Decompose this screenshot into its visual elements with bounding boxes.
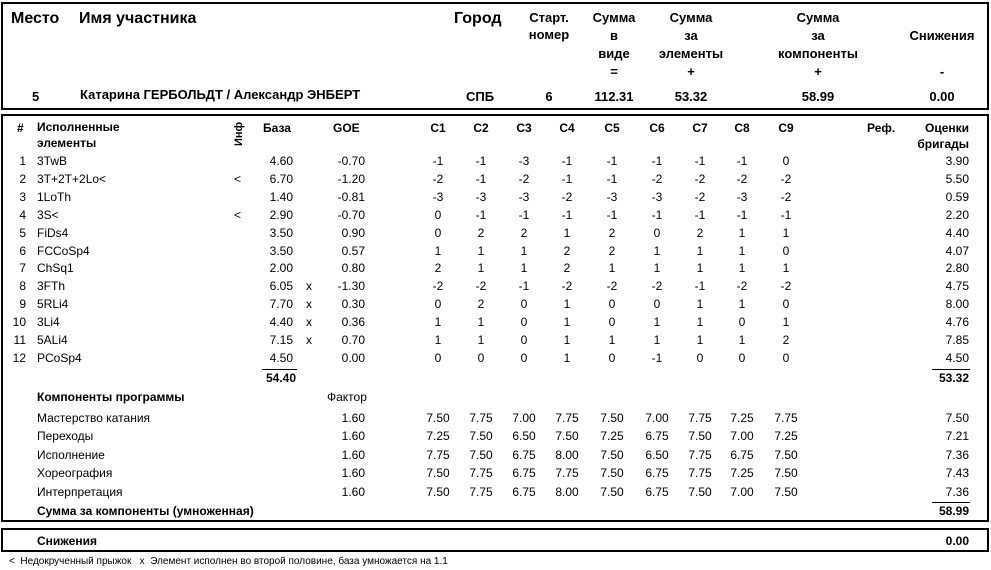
judge-mark-7: -1 — [694, 154, 706, 168]
component-judge-6: 7.00 — [645, 411, 669, 425]
judge-mark-5: 2 — [608, 225, 616, 240]
component-judge-9: 7.75 — [774, 411, 798, 425]
judge-mark-8: 1 — [738, 333, 746, 347]
base-value: 7.15 — [269, 333, 293, 347]
components-score-header: Сумма за компоненты + — [778, 10, 858, 79]
judge-header-3: C3 — [516, 121, 532, 135]
component-judge-5: 7.50 — [600, 484, 624, 499]
judge-mark-8: 1 — [738, 225, 746, 240]
component-judge-3: 6.75 — [512, 466, 536, 481]
goe-value: -0.70 — [337, 207, 365, 222]
judge-mark-7: 1 — [696, 315, 704, 330]
component-score: 7.50 — [945, 411, 969, 425]
element-code: 3FTh — [37, 279, 66, 294]
component-judge-2: 7.75 — [469, 466, 493, 481]
component-judge-1: 7.25 — [426, 429, 450, 444]
judge-mark-9: -1 — [780, 207, 792, 222]
judge-mark-6: 0 — [653, 297, 661, 312]
component-judge-8: 6.75 — [730, 447, 754, 462]
judge-mark-1: 0 — [434, 350, 442, 365]
component-score: 7.21 — [945, 429, 969, 444]
judge-mark-4: 1 — [563, 350, 571, 365]
judge-mark-8: 1 — [738, 261, 746, 276]
judge-mark-2: 1 — [477, 333, 485, 347]
judge-mark-5: 1 — [608, 261, 616, 276]
judge-mark-2: 1 — [477, 261, 485, 276]
judge-mark-9: 1 — [782, 315, 790, 330]
component-judge-9: 7.50 — [774, 484, 798, 499]
element-code: 5ALi4 — [37, 333, 68, 347]
judge-mark-3: 1 — [520, 243, 528, 258]
judge-mark-2: 0 — [477, 350, 485, 365]
component-judge-3: 6.50 — [512, 429, 536, 444]
element-code: ChSq1 — [37, 261, 74, 276]
component-judge-5: 7.50 — [600, 447, 624, 462]
judge-mark-1: -3 — [432, 189, 444, 204]
judge-mark-9: 0 — [782, 350, 790, 365]
judge-mark-4: 1 — [563, 333, 571, 347]
city-header: Город — [454, 10, 502, 27]
component-judge-5: 7.50 — [600, 411, 624, 425]
skater-components-score: 58.99 — [801, 89, 835, 104]
judge-mark-2: 1 — [477, 315, 485, 330]
judge-header-6: C6 — [649, 121, 665, 135]
judge-mark-1: -2 — [432, 279, 444, 294]
col-goe-header: GOE — [333, 121, 360, 135]
judge-mark-4: -1 — [561, 171, 573, 186]
judge-mark-8: 1 — [738, 243, 746, 258]
element-code: 3TwB — [37, 154, 68, 168]
component-judge-3: 6.75 — [512, 447, 536, 462]
component-judge-3: 6.75 — [512, 484, 536, 499]
judge-mark-5: 0 — [608, 297, 616, 312]
component-factor: 1.60 — [341, 447, 365, 462]
judge-mark-5: 0 — [608, 315, 616, 330]
judge-mark-6: -3 — [651, 189, 663, 204]
judge-mark-3: 0 — [520, 350, 528, 365]
judge-mark-4: 1 — [563, 315, 571, 330]
goe-value: 0.00 — [341, 350, 365, 365]
judge-mark-3: 2 — [520, 225, 528, 240]
component-judge-1: 7.50 — [426, 466, 450, 481]
row-number: 4 — [19, 207, 26, 222]
start-number-header: Старт. номер — [528, 10, 570, 42]
component-factor: 1.60 — [341, 411, 365, 425]
judge-mark-5: -3 — [606, 189, 618, 204]
judge-mark-7: -2 — [694, 189, 706, 204]
component-judge-5: 7.50 — [600, 466, 624, 481]
judge-mark-2: -1 — [475, 171, 487, 186]
component-score: 7.43 — [945, 466, 969, 481]
row-number: 3 — [19, 189, 26, 204]
row-number: 1 — [19, 154, 26, 168]
elements-score-header: Сумма за элементы + — [658, 10, 724, 79]
row-number: 9 — [19, 297, 26, 312]
judge-mark-6: -1 — [651, 350, 663, 365]
skater-city: СПБ — [466, 89, 495, 104]
judge-mark-1: -1 — [432, 154, 444, 168]
col-number-header: # — [17, 121, 24, 135]
base-value: 6.05 — [269, 279, 293, 294]
goe-value: -1.20 — [337, 171, 365, 186]
components-total: 58.99 — [938, 504, 969, 518]
judge-mark-8: 0 — [738, 350, 746, 365]
component-judge-4: 7.75 — [555, 466, 579, 481]
judge-mark-3: -3 — [518, 154, 530, 168]
row-number: 8 — [19, 279, 26, 294]
col-info-header: Инф — [233, 121, 245, 146]
base-total-line — [262, 369, 297, 370]
goe-value: 0.36 — [341, 315, 365, 330]
judge-mark-7: 1 — [696, 297, 704, 312]
judge-header-8: C8 — [734, 121, 750, 135]
judge-mark-6: 1 — [653, 243, 661, 258]
base-value: 4.60 — [269, 154, 293, 168]
component-judge-4: 8.00 — [555, 484, 579, 499]
element-score: 0.59 — [945, 189, 969, 204]
goe-value: -0.70 — [337, 154, 365, 168]
judge-mark-1: 0 — [434, 297, 442, 312]
deductions-value: 0.00 — [945, 534, 969, 548]
skater-place: 5 — [32, 89, 40, 104]
skater-name: Катарина ГЕРБОЛЬДТ / Александр ЭНБЕРТ — [80, 87, 361, 102]
judge-mark-4: 1 — [563, 297, 571, 312]
judge-mark-2: -1 — [475, 154, 487, 168]
component-judge-2: 7.50 — [469, 429, 493, 444]
judge-mark-2: -1 — [475, 207, 487, 222]
col-elements-header: Исполненные элементы — [37, 120, 120, 150]
second-half-mark: x — [306, 333, 312, 347]
judge-header-4: C4 — [559, 121, 575, 135]
judge-mark-2: -3 — [475, 189, 487, 204]
component-judge-7: 7.75 — [688, 466, 712, 481]
element-code: PCoSp4 — [37, 350, 82, 365]
judge-mark-9: 1 — [782, 261, 790, 276]
row-number: 12 — [12, 350, 26, 365]
judge-mark-2: 2 — [477, 225, 485, 240]
row-number: 5 — [19, 225, 26, 240]
judge-mark-9: -2 — [780, 171, 792, 186]
judge-mark-8: -1 — [736, 207, 748, 222]
second-half-mark: x — [306, 297, 312, 312]
component-judge-7: 7.75 — [688, 411, 712, 425]
judge-mark-2: -2 — [475, 279, 487, 294]
goe-value: -0.81 — [337, 189, 365, 204]
component-judge-4: 7.50 — [555, 429, 579, 444]
deductions-label: Снижения — [37, 534, 97, 548]
deductions-header: Снижения - — [909, 28, 975, 79]
judge-mark-7: -2 — [694, 171, 706, 186]
judge-mark-8: -3 — [736, 189, 748, 204]
judge-mark-1: 1 — [434, 333, 442, 347]
judge-mark-6: -2 — [651, 171, 663, 186]
element-score: 4.75 — [945, 279, 969, 294]
component-name: Исполнение — [37, 447, 105, 462]
base-value: 7.70 — [269, 297, 293, 312]
judge-mark-1: 1 — [434, 315, 442, 330]
component-judge-6: 6.50 — [645, 447, 669, 462]
place-header: Место — [11, 10, 60, 27]
judge-mark-5: 1 — [608, 333, 616, 347]
col-score-header: Оценки бригады — [917, 121, 969, 151]
skater-deductions: 0.00 — [929, 89, 955, 104]
component-judge-7: 7.50 — [688, 429, 712, 444]
score-total-line — [932, 369, 970, 370]
component-judge-2: 7.75 — [469, 411, 493, 425]
component-score: 7.36 — [945, 447, 969, 462]
judge-mark-9: -2 — [780, 279, 792, 294]
components-total-label: Сумма за компоненты (умноженная) — [37, 504, 254, 518]
component-judge-4: 8.00 — [555, 447, 579, 462]
judge-mark-9: -2 — [780, 189, 792, 204]
judge-mark-3: -2 — [518, 171, 530, 186]
component-judge-6: 6.75 — [645, 484, 669, 499]
base-value: 6.70 — [269, 171, 293, 186]
judge-mark-5: -1 — [606, 207, 618, 222]
legend-note: < Недокрученный прыжок x Элемент исполнен во второй половине, база умножается на 1.1 — [9, 556, 448, 567]
total-score-header: Сумма в виде = — [592, 10, 636, 79]
judge-mark-3: -1 — [518, 207, 530, 222]
judge-mark-9: 1 — [782, 225, 790, 240]
base-value: 2.90 — [269, 207, 293, 222]
component-judge-3: 7.00 — [512, 411, 536, 425]
base-value: 3.50 — [269, 225, 293, 240]
judge-mark-8: -2 — [736, 279, 748, 294]
judge-mark-3: 0 — [520, 315, 528, 330]
judge-mark-4: 2 — [563, 261, 571, 276]
base-value: 3.50 — [269, 243, 293, 258]
element-info: < — [234, 207, 242, 222]
components-title: Компоненты программы — [37, 390, 185, 404]
judge-header-5: C5 — [604, 121, 620, 135]
element-score: 3.90 — [945, 154, 969, 168]
judge-mark-6: 1 — [653, 261, 661, 276]
component-judge-8: 7.00 — [730, 429, 754, 444]
judge-header-2: C2 — [473, 121, 489, 135]
judge-mark-9: 0 — [782, 297, 790, 312]
judge-mark-3: 0 — [520, 297, 528, 312]
judge-mark-6: -1 — [651, 207, 663, 222]
elements-score-total: 53.32 — [938, 371, 969, 385]
second-half-mark: x — [306, 315, 312, 330]
base-value: 2.00 — [269, 261, 293, 276]
judge-mark-6: 0 — [653, 225, 661, 240]
judge-header-7: C7 — [692, 121, 708, 135]
skater-total: 112.31 — [594, 89, 634, 104]
element-score: 5.50 — [945, 171, 969, 186]
judge-mark-4: -2 — [561, 189, 573, 204]
element-score: 4.76 — [945, 315, 969, 330]
goe-value: 0.57 — [341, 243, 365, 258]
element-code: 3T+2T+2Lo< — [37, 171, 107, 186]
judge-mark-8: 0 — [738, 315, 746, 330]
judge-mark-5: -1 — [606, 171, 618, 186]
component-judge-7: 7.75 — [688, 447, 712, 462]
judge-header-1: C1 — [430, 121, 446, 135]
row-number: 2 — [19, 171, 26, 186]
component-judge-7: 7.50 — [688, 484, 712, 499]
judge-mark-8: -2 — [736, 171, 748, 186]
judge-mark-4: 2 — [563, 243, 571, 258]
judge-mark-3: -3 — [518, 189, 530, 204]
judge-mark-9: 0 — [782, 243, 790, 258]
components-total-line — [932, 502, 970, 503]
factor-header: Фактор — [327, 390, 367, 404]
judge-mark-7: 2 — [696, 225, 704, 240]
judge-mark-3: 1 — [520, 261, 528, 276]
judge-mark-6: -2 — [651, 279, 663, 294]
judge-header-9: C9 — [778, 121, 794, 135]
judge-mark-1: 1 — [434, 243, 442, 258]
component-factor: 1.60 — [341, 484, 365, 499]
col-ref-header: Реф. — [867, 121, 896, 135]
skater-elements-score: 53.32 — [674, 89, 708, 104]
component-judge-9: 7.25 — [774, 429, 798, 444]
judge-mark-1: 0 — [434, 225, 442, 240]
component-name: Переходы — [37, 429, 94, 444]
element-score: 4.40 — [945, 225, 969, 240]
component-judge-9: 7.50 — [774, 447, 798, 462]
component-judge-9: 7.50 — [774, 466, 798, 481]
component-judge-5: 7.25 — [600, 429, 624, 444]
judge-mark-4: 1 — [563, 225, 571, 240]
judge-mark-1: 0 — [434, 207, 442, 222]
goe-value: 0.70 — [341, 333, 365, 347]
element-score: 4.07 — [945, 243, 969, 258]
component-judge-4: 7.75 — [555, 411, 579, 425]
component-name: Хореография — [37, 466, 113, 481]
judge-mark-6: -1 — [651, 154, 663, 168]
deductions-box — [1, 528, 989, 552]
judge-mark-7: -1 — [694, 279, 706, 294]
judge-mark-9: 0 — [782, 154, 790, 168]
element-code: FCCoSp4 — [37, 243, 90, 258]
row-number: 6 — [19, 243, 26, 258]
component-judge-6: 6.75 — [645, 466, 669, 481]
judge-mark-4: -2 — [561, 279, 573, 294]
judge-mark-2: 2 — [477, 297, 485, 312]
judge-mark-8: 1 — [738, 297, 746, 312]
component-judge-1: 7.75 — [426, 447, 450, 462]
judge-mark-5: 0 — [608, 350, 616, 365]
goe-value: 0.80 — [341, 261, 365, 276]
component-judge-2: 7.50 — [469, 447, 493, 462]
judge-mark-5: -2 — [606, 279, 618, 294]
judge-mark-1: -2 — [432, 171, 444, 186]
judge-mark-7: 0 — [696, 350, 704, 365]
element-code: 1LoTh — [37, 189, 72, 204]
judge-mark-1: 2 — [434, 261, 442, 276]
base-value: 4.40 — [269, 315, 293, 330]
judge-mark-7: 1 — [696, 333, 704, 347]
base-value: 1.40 — [269, 189, 293, 204]
col-base-header: База — [263, 121, 291, 135]
element-code: 5RLi4 — [37, 297, 69, 312]
judge-mark-4: -1 — [561, 154, 573, 168]
component-score: 7.36 — [945, 484, 969, 499]
element-score: 8.00 — [945, 297, 969, 312]
judge-mark-5: -1 — [606, 154, 618, 168]
judge-mark-6: 1 — [653, 315, 661, 330]
component-factor: 1.60 — [341, 429, 365, 444]
element-code: FiDs4 — [37, 225, 69, 240]
element-score: 2.80 — [945, 261, 969, 276]
component-judge-8: 7.25 — [730, 411, 754, 425]
judge-mark-8: -1 — [736, 154, 748, 168]
element-score: 4.50 — [945, 350, 969, 365]
element-info: < — [234, 171, 242, 186]
component-judge-1: 7.50 — [426, 484, 450, 499]
element-code: 3S< — [37, 207, 59, 222]
element-code: 3Li4 — [37, 315, 60, 330]
base-value: 4.50 — [269, 350, 293, 365]
base-total: 54.40 — [265, 371, 296, 385]
component-judge-1: 7.50 — [426, 411, 450, 425]
row-number: 11 — [13, 333, 26, 347]
judge-mark-6: 1 — [653, 333, 661, 347]
row-number: 10 — [12, 315, 26, 330]
component-name: Мастерство катания — [37, 411, 151, 425]
name-header: Имя участника — [79, 10, 197, 27]
goe-value: 0.90 — [341, 225, 365, 240]
component-name: Интерпретация — [37, 484, 123, 499]
goe-value: -1.30 — [337, 279, 365, 294]
judge-mark-7: 1 — [696, 243, 704, 258]
component-judge-8: 7.00 — [730, 484, 754, 499]
judge-mark-4: -1 — [561, 207, 573, 222]
judge-mark-3: -1 — [518, 279, 530, 294]
element-score: 2.20 — [945, 207, 969, 222]
judge-mark-7: -1 — [694, 207, 706, 222]
component-judge-8: 7.25 — [730, 466, 754, 481]
skater-start-number: 6 — [545, 89, 553, 104]
judge-mark-2: 1 — [477, 243, 485, 258]
component-factor: 1.60 — [341, 466, 365, 481]
goe-value: 0.30 — [341, 297, 365, 312]
judge-mark-3: 0 — [520, 333, 528, 347]
second-half-mark: x — [306, 279, 312, 294]
judge-mark-7: 1 — [696, 261, 704, 276]
component-judge-6: 6.75 — [645, 429, 669, 444]
judge-mark-5: 2 — [608, 243, 616, 258]
judge-mark-9: 2 — [782, 333, 790, 347]
component-judge-2: 7.75 — [469, 484, 493, 499]
row-number: 7 — [19, 261, 26, 276]
element-score: 7.85 — [945, 333, 969, 347]
